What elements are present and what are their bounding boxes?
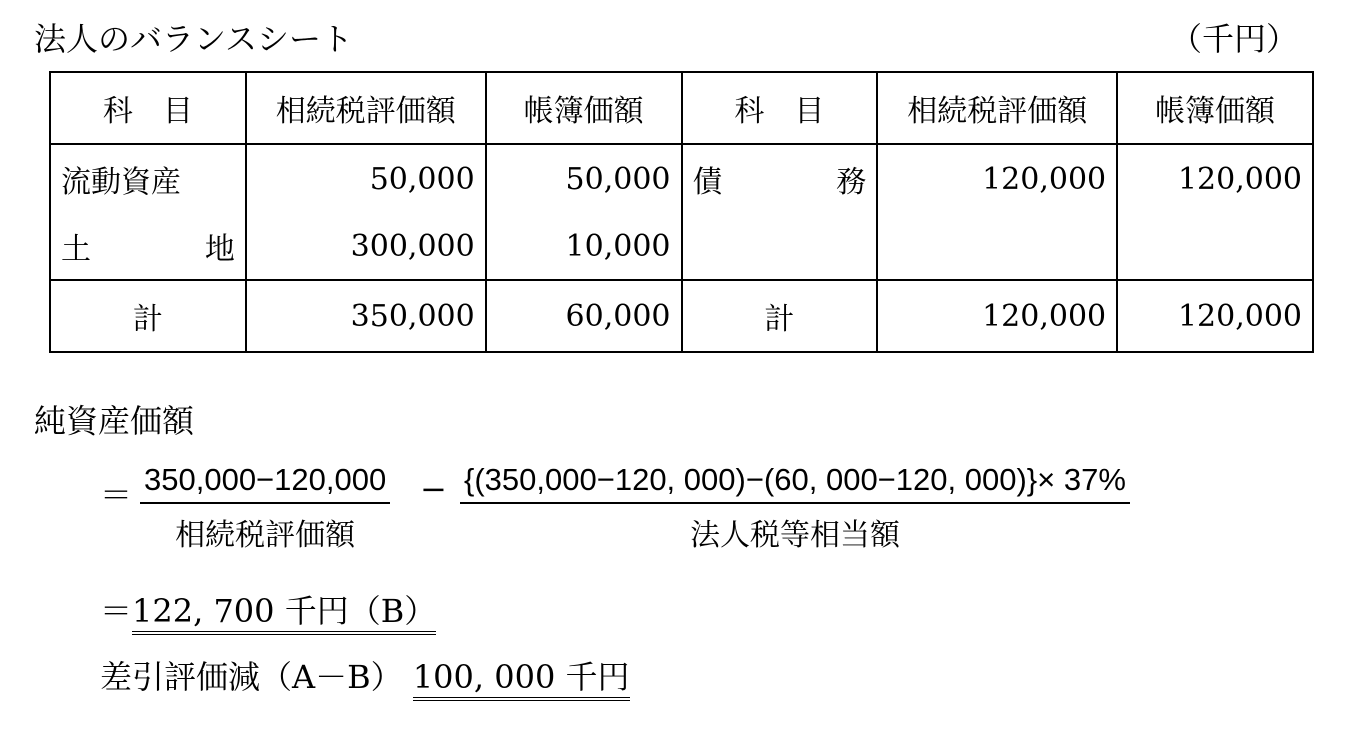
equals-sign: ＝	[100, 476, 133, 514]
page-title: 法人のバランスシート	[34, 20, 354, 58]
liability-book-value	[1117, 213, 1313, 280]
table-row	[50, 144, 1313, 213]
net-asset-heading: 純資産価額	[34, 402, 195, 440]
asset-eval-value: 300,000	[246, 213, 486, 280]
fraction-inheritance	[140, 462, 390, 554]
liability-item-label-2: 務	[836, 165, 867, 200]
asset-book-value: 50,000	[486, 144, 682, 213]
liability-total-eval-value: 120,000	[877, 280, 1117, 352]
total-book-value: 60,000	[486, 280, 682, 352]
liability-item-cell	[682, 144, 878, 213]
liability-eval-value	[877, 213, 1117, 280]
liability-item-cell	[682, 213, 878, 280]
header-cell: 科 目	[50, 72, 246, 144]
liability-total-label: 計	[682, 280, 878, 352]
fraction-numerator: {(350,000−120, 000)−(60, 000−120, 000)}× 37%	[460, 462, 1130, 504]
difference-line	[100, 652, 630, 698]
total-eval-value: 350,000	[246, 280, 486, 352]
table-row	[50, 213, 1313, 280]
result-value: 122, 700 千円（B）	[132, 592, 436, 635]
asset-eval-value: 50,000	[246, 144, 486, 213]
fraction-corporate-tax	[460, 462, 1130, 554]
fraction-denominator: 法人税等相当額	[689, 518, 900, 553]
asset-book-value: 10,000	[486, 213, 682, 280]
header-cell: 帳簿価額	[486, 72, 682, 144]
header-cell: 相続税評価額	[246, 72, 486, 144]
asset-item-label-2: 地	[204, 232, 235, 267]
liability-total-book-value: 120,000	[1117, 280, 1313, 352]
header-cell: 科 目	[682, 72, 878, 144]
asset-item-cell	[50, 144, 246, 213]
table-header-row	[50, 72, 1313, 144]
fraction-denominator: 相続税評価額	[175, 518, 356, 553]
liability-eval-value: 120,000	[877, 144, 1117, 213]
header-cell: 帳簿価額	[1117, 72, 1313, 144]
difference-value: 100, 000 千円	[413, 658, 630, 701]
fraction-numerator: 350,000−120,000	[140, 462, 390, 504]
table-total-row	[50, 280, 1313, 352]
asset-item-label: 流動資産	[61, 165, 181, 200]
liability-item-label: 債	[692, 165, 723, 200]
minus-sign: −	[420, 470, 447, 508]
result-line	[100, 586, 436, 632]
unit-label: （千円）	[1170, 20, 1299, 58]
asset-item-cell	[50, 213, 246, 280]
total-label: 計	[50, 280, 246, 352]
balance-sheet-table	[49, 71, 1314, 353]
result-equals: ＝	[100, 592, 133, 630]
liability-book-value: 120,000	[1117, 144, 1313, 213]
header-cell: 相続税評価額	[877, 72, 1117, 144]
difference-label: 差引評価減（A－B）	[100, 658, 403, 696]
asset-item-label: 土	[61, 232, 91, 267]
